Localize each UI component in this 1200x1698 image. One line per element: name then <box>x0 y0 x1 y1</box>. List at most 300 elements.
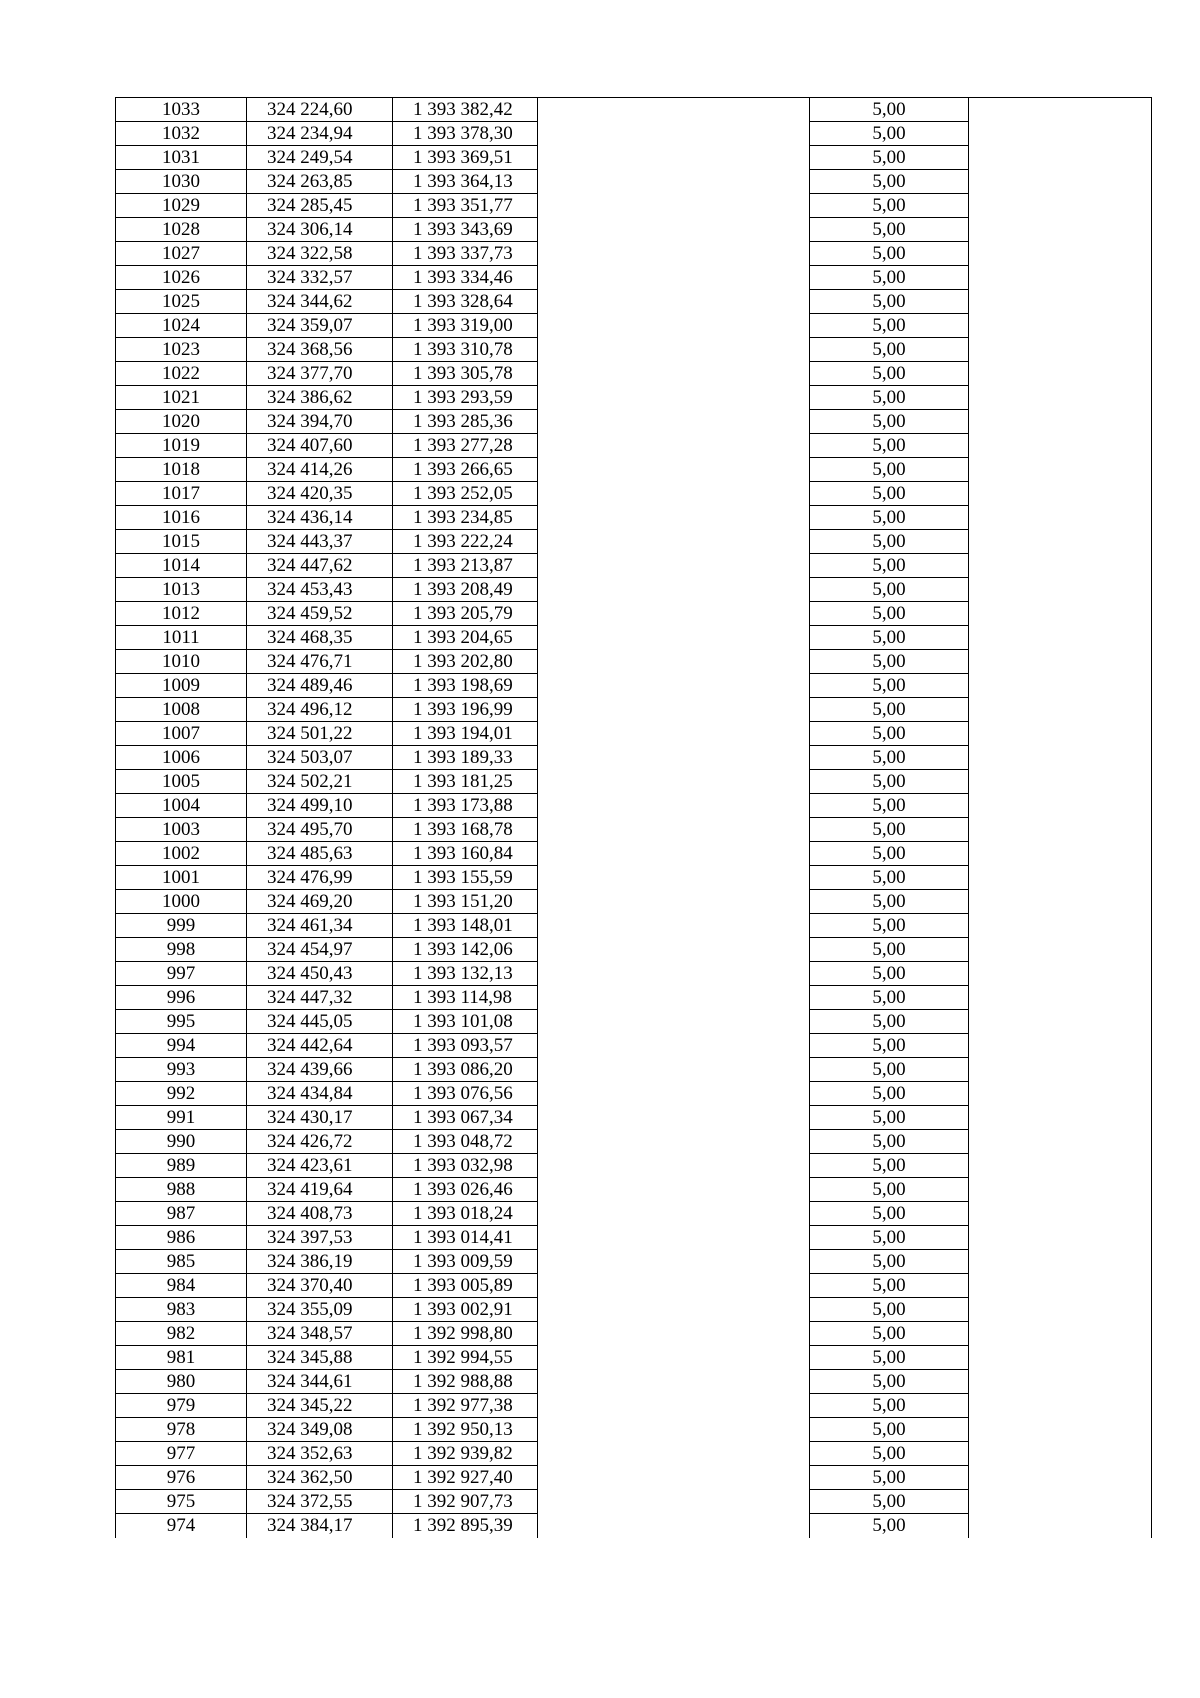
radius-cell: 5,00 <box>810 938 969 962</box>
radius-cell: 5,00 <box>810 722 969 746</box>
empty-cell <box>969 170 1152 194</box>
empty-cell <box>969 794 1152 818</box>
radius-cell: 5,00 <box>810 362 969 386</box>
x-coordinate-cell: 324 322,58 <box>247 242 393 266</box>
y-coordinate-cell: 1 393 205,79 <box>393 602 538 626</box>
point-number-cell: 993 <box>116 1058 247 1082</box>
empty-cell <box>538 674 810 698</box>
empty-cell <box>969 1514 1152 1538</box>
empty-cell <box>969 1394 1152 1418</box>
empty-cell <box>969 1322 1152 1346</box>
point-number-cell: 1025 <box>116 290 247 314</box>
x-coordinate-cell: 324 461,34 <box>247 914 393 938</box>
y-coordinate-cell: 1 393 382,42 <box>393 98 538 122</box>
radius-cell: 5,00 <box>810 170 969 194</box>
x-coordinate-cell: 324 352,63 <box>247 1442 393 1466</box>
radius-cell: 5,00 <box>810 98 969 122</box>
table-row <box>116 458 1152 482</box>
radius-cell: 5,00 <box>810 314 969 338</box>
x-coordinate-cell: 324 443,37 <box>247 530 393 554</box>
empty-cell <box>538 1274 810 1298</box>
x-coordinate-cell: 324 420,35 <box>247 482 393 506</box>
radius-cell: 5,00 <box>810 1154 969 1178</box>
radius-cell: 5,00 <box>810 1442 969 1466</box>
radius-cell: 5,00 <box>810 1514 969 1538</box>
empty-cell <box>969 722 1152 746</box>
table-row <box>116 1442 1152 1466</box>
empty-cell <box>969 650 1152 674</box>
table-row <box>116 1058 1152 1082</box>
table-row <box>116 266 1152 290</box>
empty-cell <box>969 290 1152 314</box>
x-coordinate-cell: 324 368,56 <box>247 338 393 362</box>
empty-cell <box>538 266 810 290</box>
empty-cell <box>538 1154 810 1178</box>
table-row <box>116 1394 1152 1418</box>
radius-cell: 5,00 <box>810 914 969 938</box>
table-row <box>116 1226 1152 1250</box>
empty-cell <box>538 866 810 890</box>
y-coordinate-cell: 1 393 002,91 <box>393 1298 538 1322</box>
empty-cell <box>969 986 1152 1010</box>
x-coordinate-cell: 324 468,35 <box>247 626 393 650</box>
empty-cell <box>969 482 1152 506</box>
empty-cell <box>538 626 810 650</box>
empty-cell <box>969 914 1152 938</box>
table-row <box>116 674 1152 698</box>
table-row <box>116 98 1152 122</box>
empty-cell <box>538 1250 810 1274</box>
radius-cell: 5,00 <box>810 1202 969 1226</box>
empty-cell <box>538 722 810 746</box>
y-coordinate-cell: 1 393 305,78 <box>393 362 538 386</box>
y-coordinate-cell: 1 392 927,40 <box>393 1466 538 1490</box>
table-row <box>116 1490 1152 1514</box>
table-row <box>116 866 1152 890</box>
point-number-cell: 1030 <box>116 170 247 194</box>
radius-cell: 5,00 <box>810 578 969 602</box>
point-number-cell: 999 <box>116 914 247 938</box>
y-coordinate-cell: 1 393 101,08 <box>393 1010 538 1034</box>
table-row <box>116 1010 1152 1034</box>
x-coordinate-cell: 324 503,07 <box>247 746 393 770</box>
table-row <box>116 794 1152 818</box>
point-number-cell: 977 <box>116 1442 247 1466</box>
point-number-cell: 980 <box>116 1370 247 1394</box>
empty-cell <box>538 146 810 170</box>
empty-cell <box>969 338 1152 362</box>
radius-cell: 5,00 <box>810 146 969 170</box>
table-row <box>116 1034 1152 1058</box>
point-number-cell: 975 <box>116 1490 247 1514</box>
radius-cell: 5,00 <box>810 506 969 530</box>
y-coordinate-cell: 1 393 151,20 <box>393 890 538 914</box>
x-coordinate-cell: 324 469,20 <box>247 890 393 914</box>
radius-cell: 5,00 <box>810 1466 969 1490</box>
radius-cell: 5,00 <box>810 218 969 242</box>
empty-cell <box>969 98 1152 122</box>
y-coordinate-cell: 1 393 189,33 <box>393 746 538 770</box>
point-number-cell: 990 <box>116 1130 247 1154</box>
table-row <box>116 746 1152 770</box>
empty-cell <box>538 1466 810 1490</box>
table-row <box>116 986 1152 1010</box>
x-coordinate-cell: 324 345,22 <box>247 1394 393 1418</box>
table-row <box>116 914 1152 938</box>
table-row <box>116 1298 1152 1322</box>
x-coordinate-cell: 324 423,61 <box>247 1154 393 1178</box>
table-row <box>116 290 1152 314</box>
empty-cell <box>538 218 810 242</box>
x-coordinate-cell: 324 234,94 <box>247 122 393 146</box>
table-row <box>116 194 1152 218</box>
y-coordinate-cell: 1 393 005,89 <box>393 1274 538 1298</box>
point-number-cell: 998 <box>116 938 247 962</box>
y-coordinate-cell: 1 393 067,34 <box>393 1106 538 1130</box>
table-row <box>116 1082 1152 1106</box>
empty-cell <box>538 1322 810 1346</box>
point-number-cell: 989 <box>116 1154 247 1178</box>
y-coordinate-cell: 1 393 132,13 <box>393 962 538 986</box>
y-coordinate-cell: 1 393 285,36 <box>393 410 538 434</box>
empty-cell <box>969 962 1152 986</box>
empty-cell <box>969 122 1152 146</box>
point-number-cell: 1029 <box>116 194 247 218</box>
radius-cell: 5,00 <box>810 386 969 410</box>
empty-cell <box>969 1442 1152 1466</box>
radius-cell: 5,00 <box>810 746 969 770</box>
x-coordinate-cell: 324 447,32 <box>247 986 393 1010</box>
empty-cell <box>538 698 810 722</box>
y-coordinate-cell: 1 393 378,30 <box>393 122 538 146</box>
x-coordinate-cell: 324 345,88 <box>247 1346 393 1370</box>
empty-cell <box>538 1130 810 1154</box>
y-coordinate-cell: 1 393 148,01 <box>393 914 538 938</box>
empty-cell <box>538 914 810 938</box>
empty-cell <box>538 242 810 266</box>
radius-cell: 5,00 <box>810 770 969 794</box>
x-coordinate-cell: 324 349,08 <box>247 1418 393 1442</box>
point-number-cell: 994 <box>116 1034 247 1058</box>
point-number-cell: 1012 <box>116 602 247 626</box>
radius-cell: 5,00 <box>810 1058 969 1082</box>
point-number-cell: 984 <box>116 1274 247 1298</box>
table-row <box>116 218 1152 242</box>
table-row <box>116 338 1152 362</box>
x-coordinate-cell: 324 407,60 <box>247 434 393 458</box>
x-coordinate-cell: 324 344,61 <box>247 1370 393 1394</box>
y-coordinate-cell: 1 393 196,99 <box>393 698 538 722</box>
point-number-cell: 986 <box>116 1226 247 1250</box>
x-coordinate-cell: 324 362,50 <box>247 1466 393 1490</box>
point-number-cell: 1023 <box>116 338 247 362</box>
radius-cell: 5,00 <box>810 266 969 290</box>
empty-cell <box>969 1154 1152 1178</box>
x-coordinate-cell: 324 408,73 <box>247 1202 393 1226</box>
table-row <box>116 1514 1152 1538</box>
empty-cell <box>538 1298 810 1322</box>
coordinates-table-body <box>116 98 1152 1538</box>
x-coordinate-cell: 324 348,57 <box>247 1322 393 1346</box>
point-number-cell: 1027 <box>116 242 247 266</box>
empty-cell <box>969 1130 1152 1154</box>
y-coordinate-cell: 1 393 266,65 <box>393 458 538 482</box>
point-number-cell: 1016 <box>116 506 247 530</box>
x-coordinate-cell: 324 394,70 <box>247 410 393 434</box>
empty-cell <box>538 314 810 338</box>
empty-cell <box>538 794 810 818</box>
x-coordinate-cell: 324 355,09 <box>247 1298 393 1322</box>
table-row <box>116 146 1152 170</box>
radius-cell: 5,00 <box>810 1106 969 1130</box>
x-coordinate-cell: 324 439,66 <box>247 1058 393 1082</box>
y-coordinate-cell: 1 393 202,80 <box>393 650 538 674</box>
empty-cell <box>969 1418 1152 1442</box>
radius-cell: 5,00 <box>810 866 969 890</box>
x-coordinate-cell: 324 495,70 <box>247 818 393 842</box>
y-coordinate-cell: 1 393 364,13 <box>393 170 538 194</box>
x-coordinate-cell: 324 459,52 <box>247 602 393 626</box>
empty-cell <box>969 698 1152 722</box>
y-coordinate-cell: 1 393 173,88 <box>393 794 538 818</box>
point-number-cell: 1015 <box>116 530 247 554</box>
point-number-cell: 988 <box>116 1178 247 1202</box>
empty-cell <box>538 410 810 434</box>
point-number-cell: 997 <box>116 962 247 986</box>
empty-cell <box>969 1010 1152 1034</box>
empty-cell <box>969 1058 1152 1082</box>
table-row <box>116 602 1152 626</box>
table-row <box>116 698 1152 722</box>
x-coordinate-cell: 324 285,45 <box>247 194 393 218</box>
y-coordinate-cell: 1 393 213,87 <box>393 554 538 578</box>
empty-cell <box>969 1370 1152 1394</box>
radius-cell: 5,00 <box>810 1082 969 1106</box>
empty-cell <box>538 338 810 362</box>
x-coordinate-cell: 324 502,21 <box>247 770 393 794</box>
table-row <box>116 434 1152 458</box>
y-coordinate-cell: 1 393 076,56 <box>393 1082 538 1106</box>
empty-cell <box>538 554 810 578</box>
x-coordinate-cell: 324 476,71 <box>247 650 393 674</box>
empty-cell <box>969 938 1152 962</box>
radius-cell: 5,00 <box>810 338 969 362</box>
empty-cell <box>969 242 1152 266</box>
empty-cell <box>538 458 810 482</box>
point-number-cell: 987 <box>116 1202 247 1226</box>
radius-cell: 5,00 <box>810 410 969 434</box>
point-number-cell: 991 <box>116 1106 247 1130</box>
empty-cell <box>538 434 810 458</box>
x-coordinate-cell: 324 476,99 <box>247 866 393 890</box>
point-number-cell: 1002 <box>116 842 247 866</box>
empty-cell <box>538 1034 810 1058</box>
y-coordinate-cell: 1 392 988,88 <box>393 1370 538 1394</box>
radius-cell: 5,00 <box>810 242 969 266</box>
y-coordinate-cell: 1 393 048,72 <box>393 1130 538 1154</box>
point-number-cell: 1005 <box>116 770 247 794</box>
empty-cell <box>969 530 1152 554</box>
empty-cell <box>538 1202 810 1226</box>
empty-cell <box>969 674 1152 698</box>
empty-cell <box>538 1346 810 1370</box>
point-number-cell: 1033 <box>116 98 247 122</box>
y-coordinate-cell: 1 392 998,80 <box>393 1322 538 1346</box>
empty-cell <box>538 530 810 554</box>
point-number-cell: 1004 <box>116 794 247 818</box>
x-coordinate-cell: 324 386,62 <box>247 386 393 410</box>
point-number-cell: 982 <box>116 1322 247 1346</box>
radius-cell: 5,00 <box>810 1178 969 1202</box>
radius-cell: 5,00 <box>810 482 969 506</box>
radius-cell: 5,00 <box>810 650 969 674</box>
empty-cell <box>969 1226 1152 1250</box>
x-coordinate-cell: 324 450,43 <box>247 962 393 986</box>
x-coordinate-cell: 324 359,07 <box>247 314 393 338</box>
empty-cell <box>538 1226 810 1250</box>
table-row <box>116 1370 1152 1394</box>
radius-cell: 5,00 <box>810 1418 969 1442</box>
radius-cell: 5,00 <box>810 986 969 1010</box>
empty-cell <box>969 1274 1152 1298</box>
x-coordinate-cell: 324 397,53 <box>247 1226 393 1250</box>
empty-cell <box>538 1394 810 1418</box>
table-row <box>116 170 1152 194</box>
x-coordinate-cell: 324 453,43 <box>247 578 393 602</box>
table-row <box>116 650 1152 674</box>
empty-cell <box>538 890 810 914</box>
empty-cell <box>538 1418 810 1442</box>
point-number-cell: 978 <box>116 1418 247 1442</box>
y-coordinate-cell: 1 392 895,39 <box>393 1514 538 1538</box>
table-row <box>116 554 1152 578</box>
point-number-cell: 1022 <box>116 362 247 386</box>
table-row <box>116 626 1152 650</box>
table-row <box>116 1322 1152 1346</box>
radius-cell: 5,00 <box>810 1010 969 1034</box>
y-coordinate-cell: 1 393 032,98 <box>393 1154 538 1178</box>
radius-cell: 5,00 <box>810 626 969 650</box>
y-coordinate-cell: 1 393 310,78 <box>393 338 538 362</box>
table-row <box>116 362 1152 386</box>
table-row <box>116 818 1152 842</box>
table-row <box>116 482 1152 506</box>
empty-cell <box>969 1106 1152 1130</box>
empty-cell <box>538 1106 810 1130</box>
x-coordinate-cell: 324 306,14 <box>247 218 393 242</box>
empty-cell <box>969 1034 1152 1058</box>
y-coordinate-cell: 1 393 343,69 <box>393 218 538 242</box>
empty-cell <box>969 1082 1152 1106</box>
y-coordinate-cell: 1 393 198,69 <box>393 674 538 698</box>
x-coordinate-cell: 324 434,84 <box>247 1082 393 1106</box>
radius-cell: 5,00 <box>810 818 969 842</box>
empty-cell <box>969 146 1152 170</box>
table-row <box>116 314 1152 338</box>
radius-cell: 5,00 <box>810 698 969 722</box>
point-number-cell: 1000 <box>116 890 247 914</box>
empty-cell <box>969 314 1152 338</box>
y-coordinate-cell: 1 393 204,65 <box>393 626 538 650</box>
radius-cell: 5,00 <box>810 122 969 146</box>
y-coordinate-cell: 1 393 293,59 <box>393 386 538 410</box>
point-number-cell: 1001 <box>116 866 247 890</box>
point-number-cell: 1008 <box>116 698 247 722</box>
y-coordinate-cell: 1 392 994,55 <box>393 1346 538 1370</box>
y-coordinate-cell: 1 393 234,85 <box>393 506 538 530</box>
y-coordinate-cell: 1 393 319,00 <box>393 314 538 338</box>
x-coordinate-cell: 324 263,85 <box>247 170 393 194</box>
empty-cell <box>969 866 1152 890</box>
point-number-cell: 1011 <box>116 626 247 650</box>
empty-cell <box>538 818 810 842</box>
y-coordinate-cell: 1 393 086,20 <box>393 1058 538 1082</box>
empty-cell <box>538 842 810 866</box>
point-number-cell: 981 <box>116 1346 247 1370</box>
table-row <box>116 122 1152 146</box>
table-row <box>116 578 1152 602</box>
table-row <box>116 410 1152 434</box>
empty-cell <box>969 362 1152 386</box>
table-row <box>116 506 1152 530</box>
table-row <box>116 962 1152 986</box>
point-number-cell: 1019 <box>116 434 247 458</box>
y-coordinate-cell: 1 392 939,82 <box>393 1442 538 1466</box>
empty-cell <box>969 1466 1152 1490</box>
empty-cell <box>538 194 810 218</box>
empty-cell <box>969 626 1152 650</box>
empty-cell <box>538 986 810 1010</box>
point-number-cell: 1031 <box>116 146 247 170</box>
y-coordinate-cell: 1 392 950,13 <box>393 1418 538 1442</box>
table-row <box>116 890 1152 914</box>
x-coordinate-cell: 324 224,60 <box>247 98 393 122</box>
x-coordinate-cell: 324 426,72 <box>247 1130 393 1154</box>
x-coordinate-cell: 324 332,57 <box>247 266 393 290</box>
x-coordinate-cell: 324 501,22 <box>247 722 393 746</box>
empty-cell <box>538 122 810 146</box>
table-row <box>116 1154 1152 1178</box>
x-coordinate-cell: 324 442,64 <box>247 1034 393 1058</box>
point-number-cell: 1021 <box>116 386 247 410</box>
y-coordinate-cell: 1 393 208,49 <box>393 578 538 602</box>
x-coordinate-cell: 324 447,62 <box>247 554 393 578</box>
y-coordinate-cell: 1 393 328,64 <box>393 290 538 314</box>
table-row <box>116 242 1152 266</box>
x-coordinate-cell: 324 370,40 <box>247 1274 393 1298</box>
empty-cell <box>969 194 1152 218</box>
empty-cell <box>538 290 810 314</box>
x-coordinate-cell: 324 454,97 <box>247 938 393 962</box>
empty-cell <box>969 386 1152 410</box>
coordinates-table <box>115 97 1152 1538</box>
radius-cell: 5,00 <box>810 1250 969 1274</box>
empty-cell <box>538 746 810 770</box>
radius-cell: 5,00 <box>810 1298 969 1322</box>
table-row <box>116 1202 1152 1226</box>
radius-cell: 5,00 <box>810 458 969 482</box>
table-row <box>116 1178 1152 1202</box>
y-coordinate-cell: 1 393 181,25 <box>393 770 538 794</box>
point-number-cell: 992 <box>116 1082 247 1106</box>
x-coordinate-cell: 324 499,10 <box>247 794 393 818</box>
x-coordinate-cell: 324 485,63 <box>247 842 393 866</box>
y-coordinate-cell: 1 393 369,51 <box>393 146 538 170</box>
radius-cell: 5,00 <box>810 794 969 818</box>
point-number-cell: 1014 <box>116 554 247 578</box>
table-row <box>116 1250 1152 1274</box>
radius-cell: 5,00 <box>810 434 969 458</box>
